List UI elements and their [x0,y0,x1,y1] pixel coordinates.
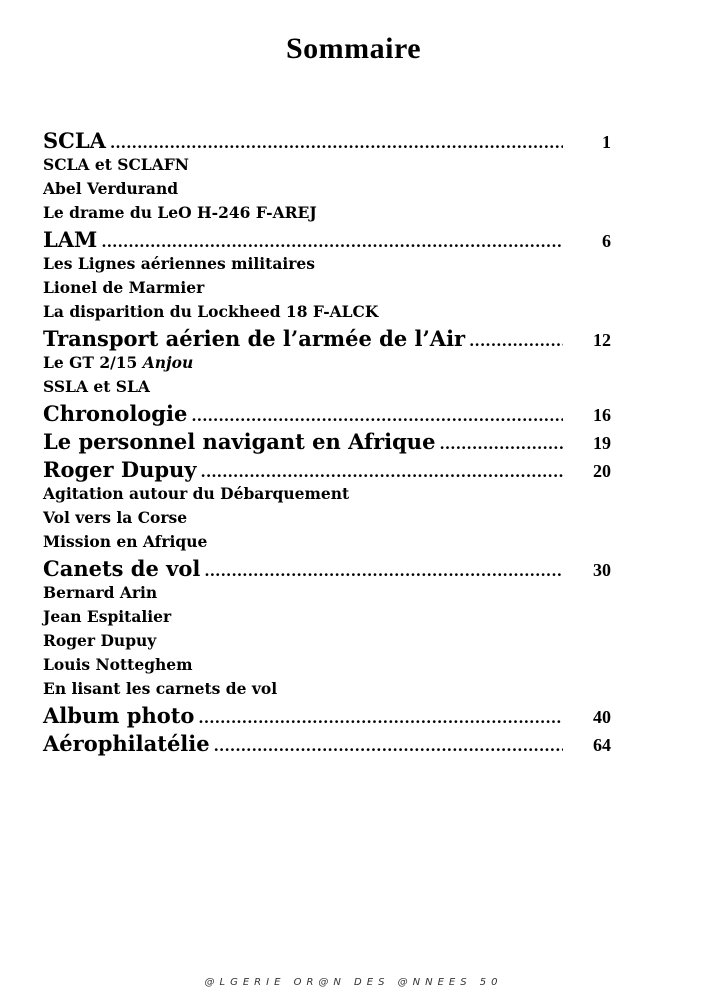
table-of-contents [43,128,611,759]
toc-entry-title: Canets de vol [43,556,201,581]
toc-subentry: Vol vers la Corse [43,508,188,527]
toc-page-number: 64 [593,735,611,755]
toc-entry-title: Chronologie [43,401,188,426]
toc-entry-title: Transport aérien de l’armée de l’Air [43,326,466,351]
toc-entry-title: Album photo [43,703,195,728]
toc-entry-title: Le personnel navigant en Afrique [43,429,436,454]
dot-leader [198,709,563,727]
toc-subentry: Roger Dupuy [43,631,157,650]
toc-subentry: Jean Espitalier [43,607,172,626]
toc-entry[interactable] [43,429,611,457]
toc-page-number: 19 [593,433,611,453]
toc-subentry: En lisant les carnets de vol [43,679,278,698]
toc-entry[interactable] [43,731,611,759]
toc-page-number: 20 [593,461,611,481]
toc-subentry-text: Le GT 2/15 [43,353,143,372]
toc-entry[interactable] [43,457,611,485]
dot-leader [469,332,563,350]
toc-entry-title: Aérophilatélie [43,731,210,756]
dot-leader [101,233,563,251]
toc-subentry: Mission en Afrique [43,532,208,551]
dot-leader [439,435,563,453]
toc-page-number: 40 [593,707,611,727]
toc-entry-title: Roger Dupuy [43,457,197,482]
dot-leader [204,562,563,580]
toc-subentry: Louis Notteghem [43,655,193,674]
toc-subentry: SSLA et SLA [43,377,150,396]
dot-leader [110,134,563,152]
toc-entry[interactable] [43,227,611,255]
toc-subentry-italic: Anjou [142,353,194,372]
toc-subentry: Agitation autour du Débarquement [43,484,350,503]
dot-leader [201,463,563,481]
toc-subentry [43,353,611,377]
toc-page-number: 30 [593,560,611,580]
toc-subentry: Les Lignes aériennes militaires [43,254,316,273]
toc-subentry: La disparition du Lockheed 18 F-ALCK [43,302,379,321]
toc-entry[interactable] [43,128,611,156]
toc-page-number: 16 [593,405,611,425]
toc-page-number: 1 [602,132,611,152]
page-footer: @LGERIE OR@N DES @NNEES 50 [204,977,503,988]
toc-entry[interactable] [43,556,611,584]
toc-entry-title: SCLA [43,128,106,153]
toc-subentry: Bernard Arin [43,583,158,602]
toc-subentry: Le drame du LeO H-246 F-AREJ [43,203,317,222]
toc-subentry: Abel Verdurand [43,179,179,198]
toc-entry[interactable] [43,326,611,354]
toc-subentry: SCLA et SCLAFN [43,155,189,174]
toc-entry[interactable] [43,703,611,731]
toc-page-number: 12 [593,330,611,350]
toc-page-number: 6 [602,231,611,251]
dot-leader [191,407,563,425]
toc-entry[interactable] [43,401,611,429]
toc-entry-title: LAM [43,227,98,252]
dot-leader [214,737,563,755]
toc-subentry: Lionel de Marmier [43,278,205,297]
page-title: Sommaire [285,32,422,65]
